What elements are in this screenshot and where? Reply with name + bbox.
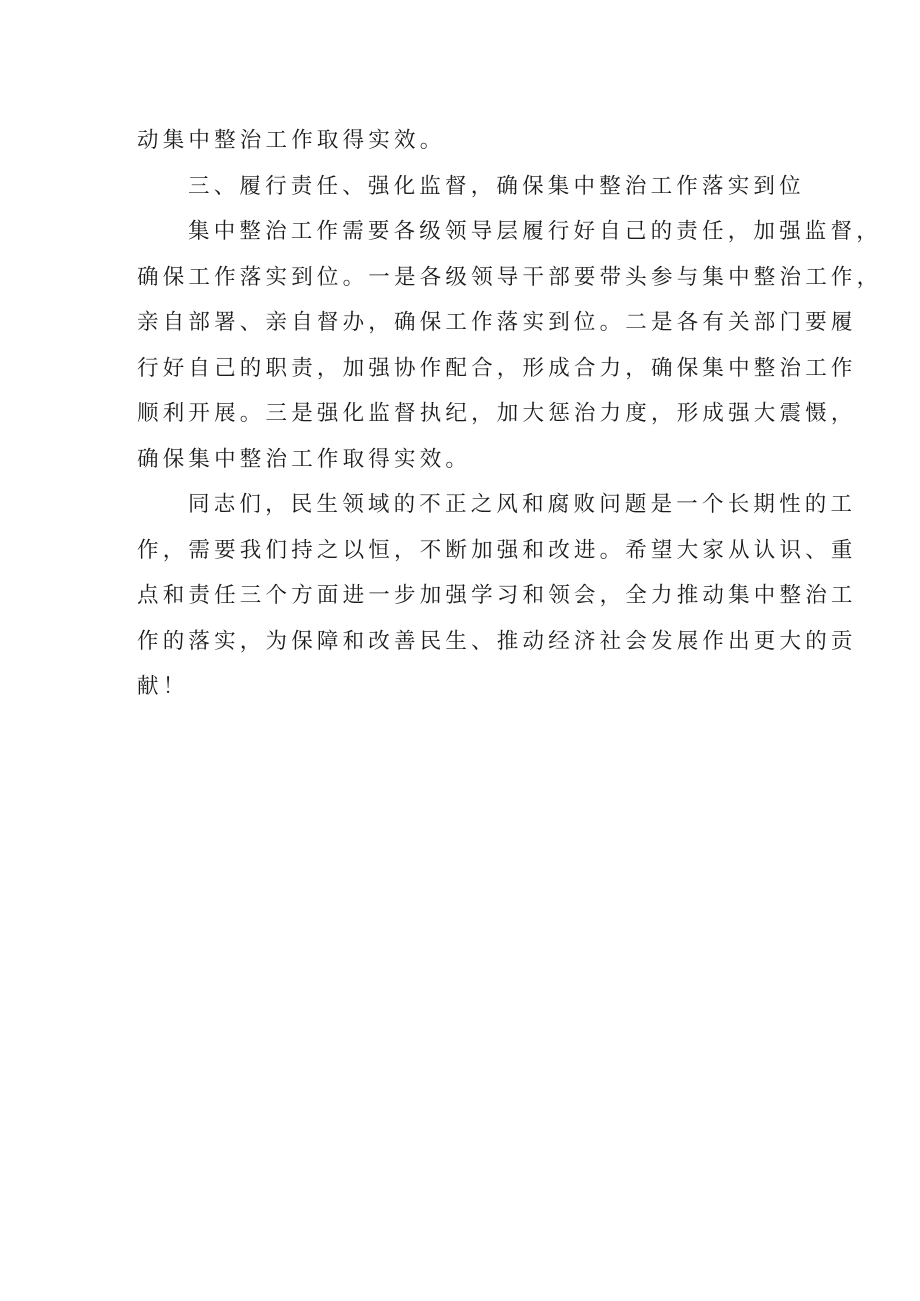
section-heading: 三、履行责任、强化监督，确保集中整治工作落实到位 (188, 173, 805, 199)
text-line: 动集中整治工作取得实效。 (137, 128, 446, 153)
text-line: 确保集中整治工作取得实效。 (137, 446, 472, 472)
text-line: 点和责任三个方面进一步加强学习和领会，全力推动集中整治工 (137, 583, 857, 608)
document-body (137, 118, 883, 710)
text-line: 作的落实，为保障和改善民生、推动经济社会发展作出更大的贡 (137, 628, 857, 654)
text-line: 献！ (137, 674, 189, 699)
text-line: 行好自己的职责，加强协作配合，形成合力，确保集中整治工作 (137, 355, 857, 381)
text-line: 同志们，民生领域的不正之风和腐败问题是一个长期性的工 (188, 492, 857, 517)
text-line: 作，需要我们持之以恒，不断加强和改进。希望大家从认识、重 (137, 537, 857, 563)
text-line: 亲自部署、亲自督办，确保工作落实到位。二是各有关部门要履 (137, 310, 857, 335)
text-line: 顺利开展。三是强化监督执纪，加大惩治力度，形成强大震慑， (137, 401, 857, 426)
text-line: 集中整治工作需要各级领导层履行好自己的责任，加强监督， (188, 219, 882, 244)
text-line: 确保工作落实到位。一是各级领导干部要带头参与集中整治工作， (137, 264, 883, 290)
